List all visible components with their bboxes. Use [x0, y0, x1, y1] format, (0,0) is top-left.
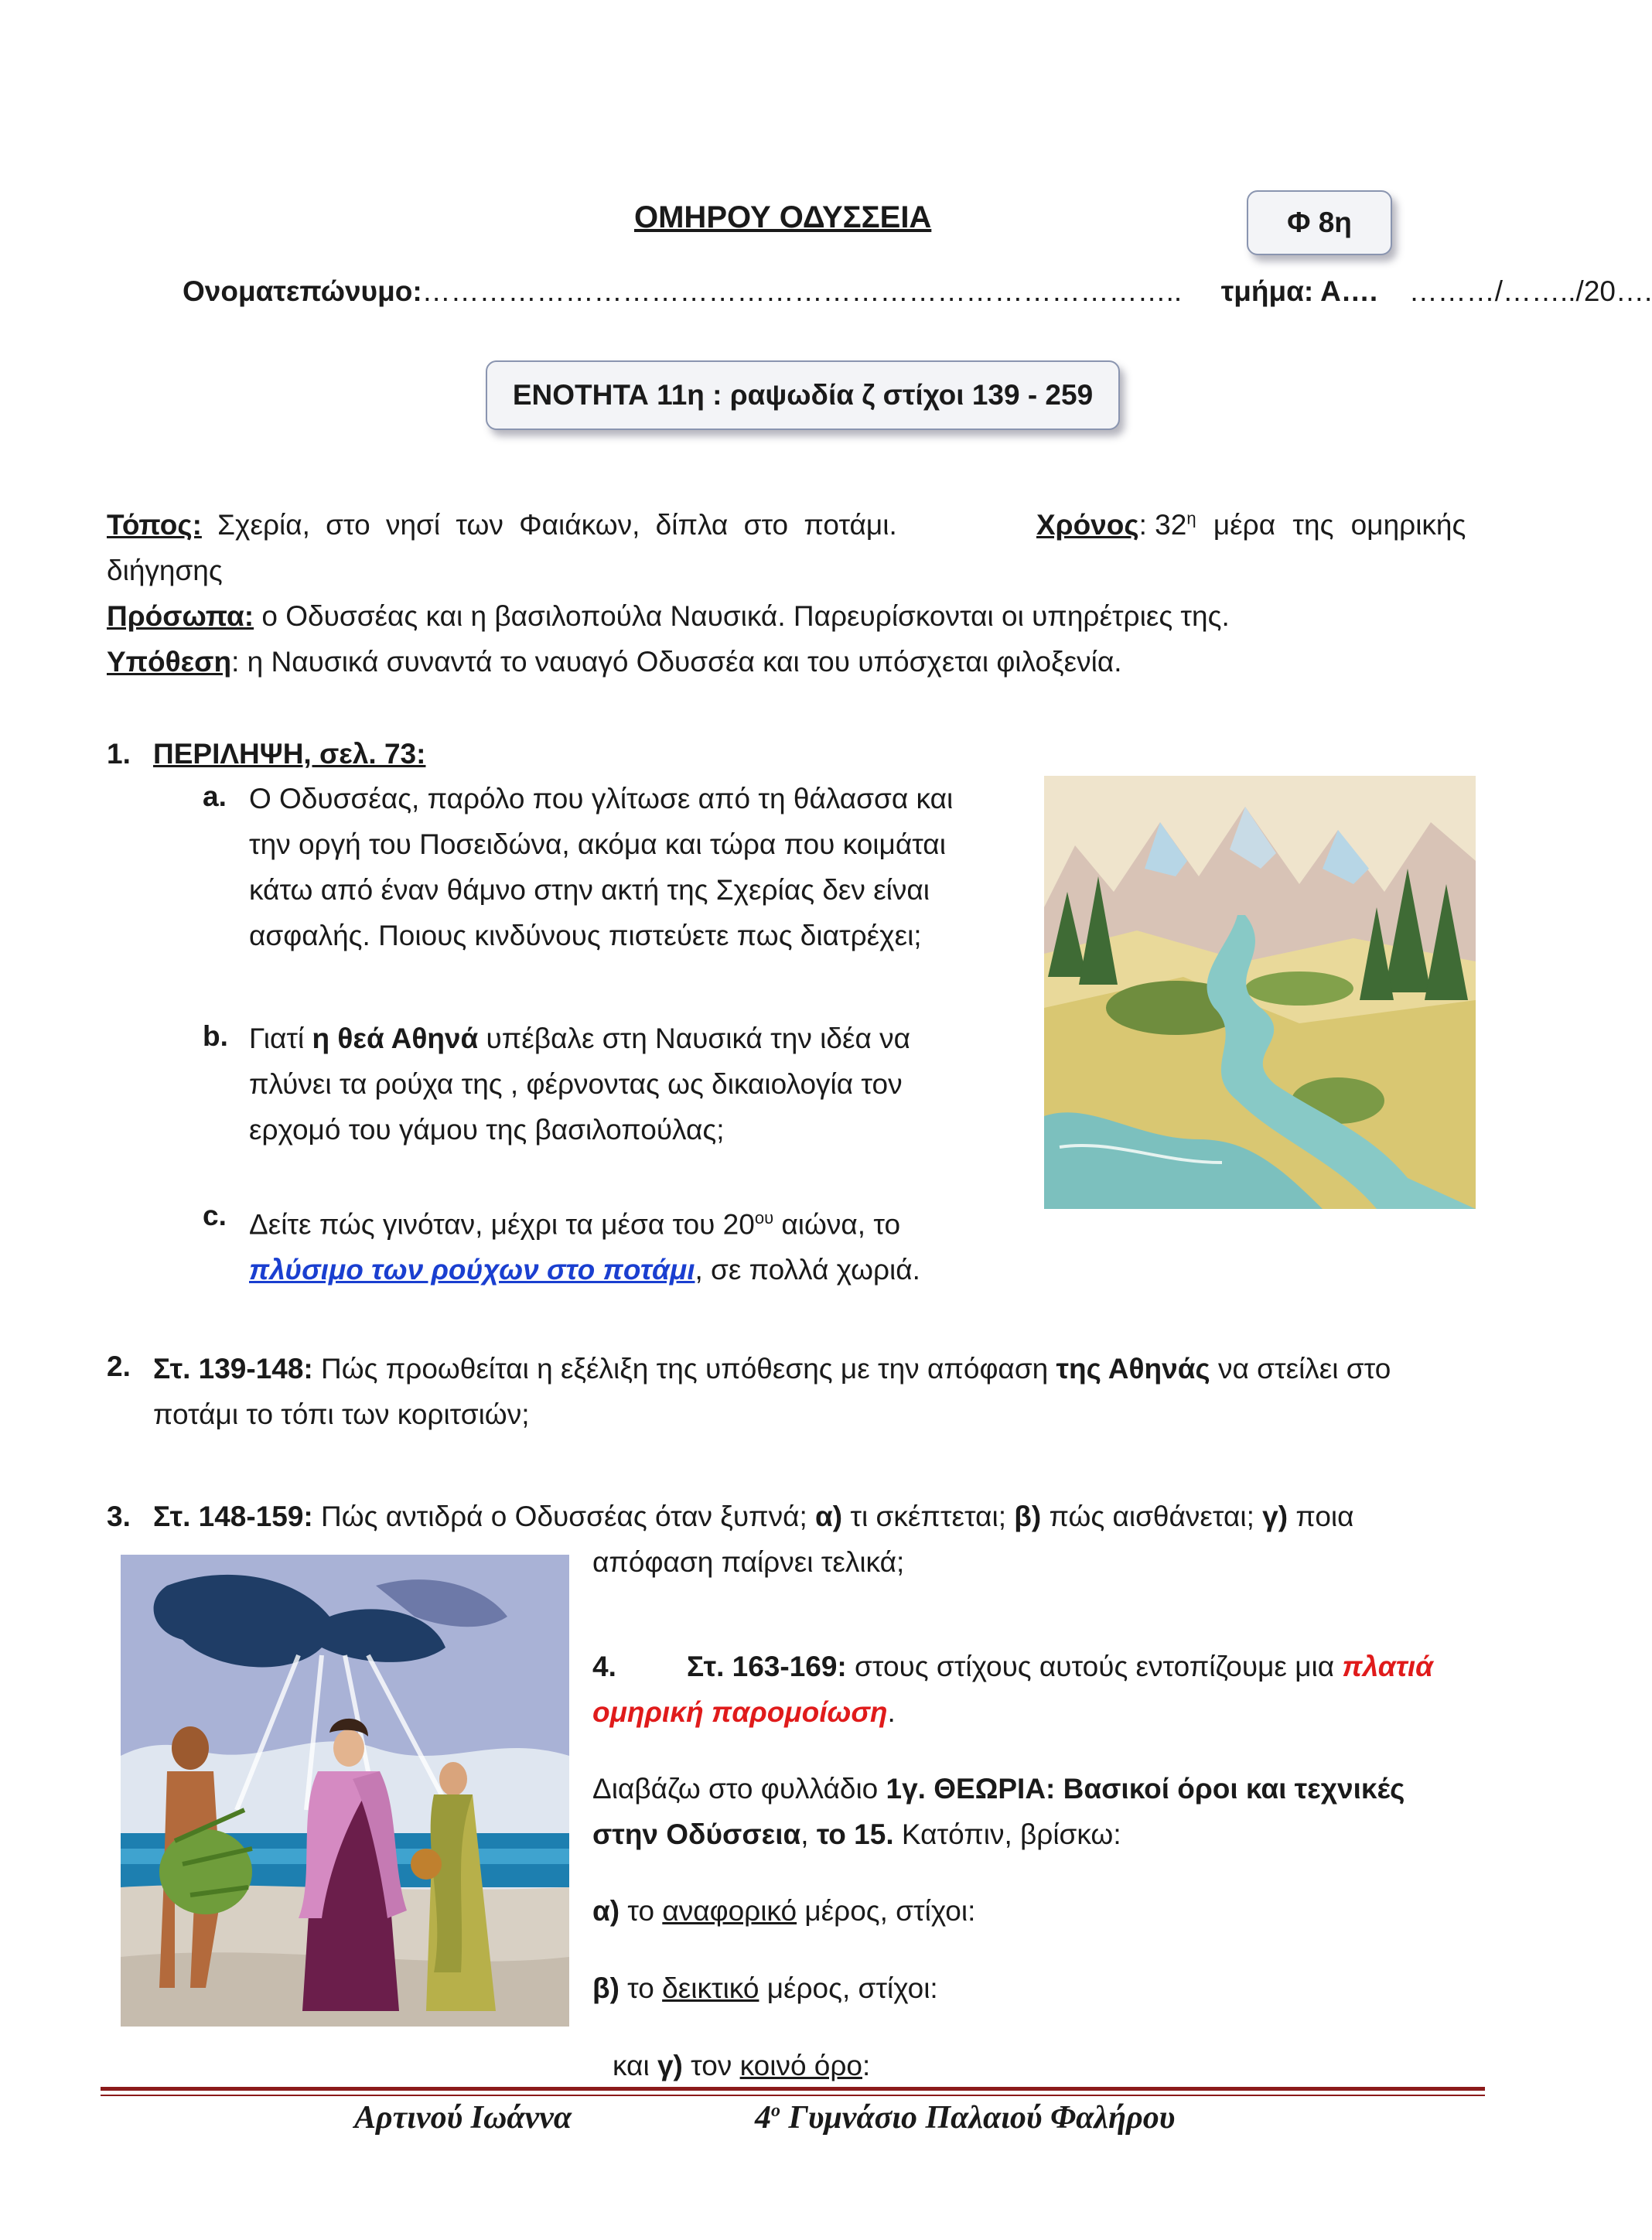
q1b-bold: η θεά Αθηνά — [312, 1023, 479, 1054]
footer-rule-thin — [101, 2095, 1485, 2096]
unit-box: ΕΝΟΤΗΤΑ 11η : ραψωδία ζ στίχοι 139 - 259 — [486, 360, 1120, 430]
q1a-line: κάτω από έναν θάμνο στην ακτή της Σχερίας δεν είναι — [249, 874, 930, 906]
name-dots: …………………………………………………………………….. — [422, 275, 1183, 307]
q1c-text — [249, 1195, 1007, 1292]
student-info-line — [183, 271, 1652, 312]
q2-number: 2. — [107, 1350, 131, 1382]
q3-ref: Στ. 148-159: — [153, 1501, 313, 1532]
q1b-text — [249, 1016, 1007, 1152]
time-value: : 32 — [1138, 509, 1187, 541]
persons-label: Πρόσωπα: — [107, 600, 254, 632]
q1b-line: Γιατί η θεά Αθηνά υπέβαλε στη Ναυσικά την ιδέα να — [249, 1023, 911, 1054]
q3-line2: απόφαση παίρνει τελικά; — [592, 1546, 905, 1578]
persons-text: ο Οδυσσέας και η βασιλοπούλα Ναυσικά. Παρευρίσκονται οι υπηρέτριες της. — [254, 600, 1230, 632]
q2-line: ποτάμι το τόπι των κοριτσιών; — [153, 1398, 530, 1430]
q4b-line: β) το δεικτικό μέρος, στίχοι: — [592, 1972, 938, 2004]
q4c-line: και γ) τον κοινό όρο: — [613, 2050, 871, 2081]
q1a-text — [249, 776, 1007, 958]
q2-text — [153, 1346, 1483, 1437]
footer-author: Αρτινού Ιωάννα — [354, 2100, 572, 2136]
worksheet-badge: Φ 8η — [1247, 190, 1392, 255]
q4-simile-red2: ομηρική παρομοίωση — [592, 1696, 888, 1728]
q1c-label: c. — [203, 1200, 227, 1231]
q4-read-line: Διαβάζω στο φυλλάδιο 1γ. ΘΕΩΡΙΑ: Βασικοί όροι και τεχνικές — [592, 1773, 1405, 1805]
name-label: Ονοματεπώνυμο: — [183, 275, 422, 307]
q4-ref: Στ. 163-169: — [687, 1651, 847, 1682]
q4a-line: α) το αναφορικό μέρος, στίχοι: — [592, 1895, 976, 1927]
time-sup: η — [1186, 508, 1196, 528]
time-text: μέρα της ομηρικής — [1196, 509, 1466, 541]
place-text: Σχερία, στο νησί των Φαιάκων, δίπλα στο ποτάμι. — [201, 509, 897, 541]
q1a-line: Ο Οδυσσέας, παρόλο που γλίτωσε από τη θάλασσα και — [249, 783, 954, 814]
plot-text: : η Ναυσικά συναντά το ναυαγό Οδυσσέα και του υπόσχεται φιλοξενία. — [231, 646, 1122, 678]
q1b-line: ερχομό του γάμου της βασιλοπούλας; — [249, 1114, 725, 1146]
plot-line — [107, 641, 1122, 683]
persons-line — [107, 596, 1230, 637]
q4-theory-ref: 1γ. ΘΕΩΡΙΑ: Βασικοί όροι και τεχνικές — [886, 1773, 1405, 1805]
date-field: ………/……../20…. — [1408, 275, 1652, 307]
q4-number: 4. — [592, 1651, 616, 1682]
q2-ref: Στ. 139-148: — [153, 1353, 313, 1385]
q1a-label: a. — [203, 780, 227, 812]
odysseus-nausicaa-image — [121, 1555, 569, 2027]
q4-simile-red: πλατιά — [1342, 1651, 1434, 1682]
q3-text: Στ. 148-159: Πώς αντιδρά ο Οδυσσέας όταν ξυπνά; α) τι σκέπτεται; β) πώς αισθάνεται; γ) ποια — [153, 1501, 1354, 1532]
q1b-label: b. — [203, 1020, 228, 1052]
q1c-line: Δείτε πώς γινόταν, μέχρι τα μέσα του $20^{o\upsilon}$ αιώνα, το — [249, 1208, 901, 1241]
odysseus-nausicaa-illustration — [121, 1555, 569, 2027]
q1-number: 1. — [107, 738, 131, 770]
page-title: ΟΜΗΡΟΥ ΟΔΥΣΣΕΙΑ — [634, 200, 932, 234]
plot-label: Υπόθεση — [107, 646, 232, 678]
q1a-line: ασφαλής. Ποιους κινδύνους πιστεύετε πως διατρέχει; — [249, 920, 922, 951]
footer-school: $4^o$ Γυμνάσιο Παλαιού Φαλήρου — [755, 2100, 1176, 2136]
q3-number: 3. — [107, 1501, 131, 1532]
laundry-video-link[interactable]: πλύσιμο των ρούχων στο ποτάμι — [249, 1254, 695, 1286]
river-landscape-image — [1044, 776, 1476, 1209]
q2-line: Στ. 139-148: Πώς προωθείται η εξέλιξη της υπόθεσης με την απόφαση της Αθηνάς να στείλει στο — [153, 1353, 1391, 1385]
q1-title: ΠΕΡΙΛΗΨΗ, σελ. 73: — [153, 738, 426, 770]
q1b-line: πλύνει τα ρούχα της , φέρνοντας ως δικαιολογία τον — [249, 1068, 903, 1100]
time-label: Χρόνος — [1036, 509, 1139, 541]
q4-line1: Στ. 163-169: στους στίχους αυτούς εντοπίζουμε μια πλατιά — [687, 1651, 1434, 1682]
q1a-line: την οργή του Ποσειδώνα, ακόμα και τώρα που κοιμάται — [249, 828, 946, 860]
footer-rule — [101, 2087, 1485, 2091]
q4-read-line2: στην Οδύσσεια, το 15. Κατόπιν, βρίσκω: — [592, 1818, 1121, 1850]
place-label: Τόπος: — [107, 509, 202, 541]
q4-line2: ομηρική παρομοίωση. — [592, 1696, 896, 1728]
q1c-line: πλύσιμο των ρούχων στο ποτάμι, σε πολλά χωριά. — [249, 1254, 920, 1286]
river-landscape-illustration — [1044, 776, 1476, 1209]
class-label: τμήμα: Α…. — [1220, 275, 1378, 307]
time-line-cont: διήγησης — [107, 555, 223, 586]
time-line — [1036, 504, 1466, 546]
